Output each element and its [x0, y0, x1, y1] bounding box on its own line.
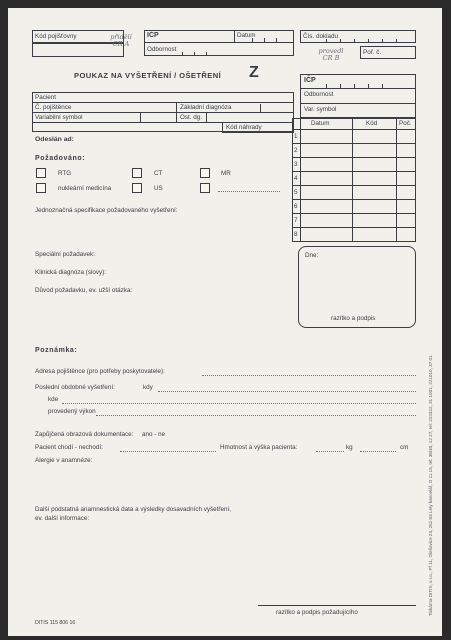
pozadovano-heading: Požadováno: [35, 155, 86, 162]
col-kod: Kód [366, 120, 378, 127]
row-number: 3 [294, 161, 298, 168]
cm-unit: cm [400, 444, 409, 451]
alergie-label: Alergie v anamnéze: [35, 457, 93, 464]
signature-line[interactable] [258, 605, 416, 606]
kde-label: kde [48, 396, 59, 403]
row-number: 7 [294, 217, 298, 224]
mr-checkbox[interactable] [200, 168, 210, 178]
datum-input[interactable] [240, 38, 290, 42]
poznamka-heading: Poznámka: [35, 347, 78, 354]
provedeny-vykon-input[interactable] [96, 415, 416, 416]
duvod-label: Důvod požadavku, ev. užší otázka: [35, 287, 133, 294]
service-row-input[interactable] [301, 158, 415, 171]
provedeny-vykon-label: provedený výkon [48, 408, 96, 415]
por-c-label: Poř. č. [363, 49, 382, 56]
other-checkbox[interactable] [200, 183, 210, 193]
cis-dokladu-field[interactable] [300, 30, 416, 43]
stamp-right-line2: CR B [322, 54, 340, 62]
right-icp-input[interactable] [304, 84, 412, 88]
service-row-input[interactable] [301, 228, 415, 241]
mr-label: MR [221, 170, 231, 177]
col-poc: Poč. [399, 120, 412, 127]
us-label: US [154, 185, 163, 192]
specifikace-input[interactable] [35, 216, 287, 246]
variabilni-symbol-input[interactable] [98, 113, 172, 121]
dalsi-data-label-line1: Další podstatná anamnestická data a výsledky dosavadních vyšetření, [35, 506, 232, 513]
form-code: DITIS 115 806 16 [35, 620, 76, 626]
pacient-label: Pacient [35, 94, 57, 101]
chodi-label: Pacient chodí - nechodí: [35, 444, 103, 451]
odeslan-ad-label: Odeslán ad: [35, 136, 74, 143]
c-pojistence-input[interactable] [88, 103, 172, 111]
right-var-symbol-label: Var. symbol [304, 106, 337, 113]
duvod-input[interactable] [35, 296, 287, 336]
variabilni-symbol-label: Variabilní symbol [35, 114, 83, 121]
specifikace-label: Jednoznačná specifikace požadovaného vyšetření: [35, 207, 178, 214]
alergie-input[interactable] [35, 466, 415, 502]
stamp-left-line1: přidělí [110, 33, 132, 41]
row-number: 2 [294, 147, 298, 154]
ct-checkbox[interactable] [132, 168, 142, 178]
stamp-right-line1: provedl [318, 47, 344, 55]
adresa-label: Adresa pojištěnce (pro potřeby poskytovatele): [35, 368, 165, 375]
form-title: POUKAZ NA VYŠETŘENÍ / OŠETŘENÍ [74, 71, 222, 80]
ost-dg-label: Ost. dg. [180, 114, 203, 121]
service-row-input[interactable] [301, 172, 415, 185]
col-datum: Datum [311, 120, 330, 127]
ct-label: CT [154, 170, 163, 177]
vyska-input[interactable] [360, 451, 396, 452]
kod-nahrady-field[interactable] [222, 122, 294, 133]
klinicka-diagnoza-label: Klinická diagnóza (slovy): [35, 269, 107, 276]
razitko-label: razítko a podpis [331, 315, 376, 322]
icp-label: IČP [147, 32, 159, 39]
row-number: 8 [294, 231, 298, 238]
kod-pojistovny-label: Kód pojišťovny [35, 33, 77, 40]
right-icp-label: IČP [304, 77, 316, 84]
cis-dokladu-label: Čís. dokladu [303, 33, 339, 40]
referral-form [8, 8, 442, 636]
service-row-input[interactable] [301, 186, 415, 199]
row-number: 1 [294, 133, 298, 140]
c-pojistence-label: Č. pojištěnce [35, 104, 72, 111]
nuklearni-medicina-checkbox[interactable] [36, 183, 46, 193]
rtg-label: RTG [58, 170, 72, 177]
razitko-pozadujiciho-label: razítko a podpis požadujícího [276, 609, 358, 616]
service-row-input[interactable] [301, 144, 415, 157]
dne-label: Dne: [305, 252, 319, 259]
kdy-label: kdy [143, 384, 153, 391]
hmotnost-input[interactable] [316, 451, 344, 452]
kg-unit: kg [346, 444, 353, 451]
row-number: 4 [294, 175, 298, 182]
hmotnost-vyska-label: Hmotnost a výška pacienta: [220, 444, 298, 451]
right-odbornost-label: Odbornost [304, 91, 334, 98]
kde-input[interactable] [62, 403, 416, 404]
specialni-pozadavek-input[interactable] [108, 251, 288, 259]
datum-label: Datum [237, 32, 256, 39]
adresa-input[interactable] [202, 375, 416, 376]
specialni-pozadavek-label: Speciální požadavek: [35, 251, 95, 258]
row-number: 5 [294, 189, 298, 196]
posledni-vysetreni-label: Poslední obdobné vyšetření: [35, 384, 115, 391]
pacient-input[interactable] [68, 93, 288, 101]
dne-stamp-box[interactable] [298, 246, 416, 328]
nuklearni-medicina-label: nukleární medicína [58, 185, 112, 192]
kod-nahrady-label: Kód náhrady [226, 124, 262, 131]
kdy-input[interactable] [158, 391, 416, 392]
dalsi-data-input[interactable] [35, 525, 415, 595]
ano-ne-option[interactable]: ano - ne [142, 431, 166, 438]
service-row-input[interactable] [301, 130, 415, 143]
us-checkbox[interactable] [132, 183, 142, 193]
printer-side-text: Tiskárna DITIS, s.r.o., Pf 11, Olešovice 24, 252 63 Lety kancelář, O 11 15, tel: 38/40, 12 27, tel: 222322, 31 1001, 221010, 37 01 [428, 355, 433, 616]
chodi-input[interactable] [120, 451, 216, 452]
dalsi-data-label-line2: ev. další informace: [35, 515, 90, 522]
rtg-checkbox[interactable] [36, 168, 46, 178]
stamp-left-line2: CR A [112, 40, 130, 48]
other-input[interactable] [218, 191, 280, 192]
klinicka-diagnoza-input[interactable] [118, 269, 288, 277]
row-number: 6 [294, 203, 298, 210]
icp-input[interactable] [158, 38, 228, 42]
form-letter: Z [249, 64, 259, 81]
service-row-input[interactable] [301, 214, 415, 227]
por-c-field[interactable] [360, 46, 416, 59]
odbornost-label: Odbornost [147, 46, 177, 53]
service-row-input[interactable] [301, 200, 415, 213]
zakladni-diagnoza-label: Základní diagnóza [180, 104, 232, 111]
zapujcena-label: Zapůjčená obrazová dokumentace: [35, 431, 134, 438]
